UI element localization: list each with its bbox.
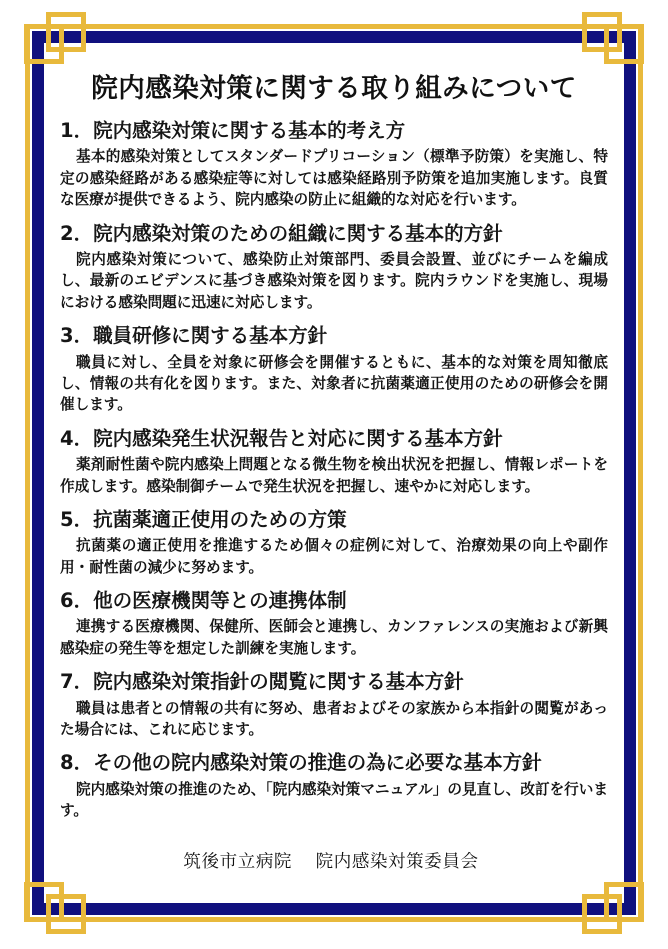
signature-line [60, 848, 608, 873]
section-7-heading [60, 668, 608, 696]
section-7-heading-text: 院内感染対策指針の閲覧に関する基本方針 [93, 670, 464, 694]
section-2-number: 2． [60, 221, 94, 245]
section-8-number: 8． [60, 751, 94, 775]
section-6-heading [60, 587, 608, 615]
section-1-heading [60, 117, 608, 145]
section-3-body: 職員に対し、全員を対象に研修会を開催するともに、基本的な対策を周知徹底し、情報の共有化を図ります。また、対象者に抗菌薬適正使用のための研修会を開催します。 [60, 353, 608, 414]
section-5-number: 5． [60, 508, 94, 531]
section-4 [60, 425, 608, 497]
section-8-body: 院内感染対策の推進のため、「院内感染対策マニュアル」の見直し、改訂を行います。 [60, 780, 608, 820]
section-7 [60, 668, 608, 740]
section-2-heading [60, 220, 608, 248]
section-8 [60, 749, 608, 821]
section-5-body: 抗菌薬の適正使用を推進するため個々の症例に対して、治療効果の向上や副作用・耐性菌の減少に努めます。 [60, 537, 608, 576]
section-4-heading [60, 425, 608, 453]
section-4-heading-text: 院内感染発生状況報告と対応に関する基本方針 [93, 426, 503, 450]
section-1-heading-text: 院内感染対策に関する基本的考え方 [93, 119, 406, 143]
section-8-heading [60, 749, 608, 777]
signature-committee: 院内感染対策委員会 [315, 851, 479, 872]
document-body [46, 44, 622, 902]
section-6 [60, 587, 608, 659]
section-1 [60, 117, 608, 211]
section-4-number: 4． [60, 426, 94, 450]
section-2 [60, 220, 608, 314]
section-1-number: 1． [60, 119, 94, 143]
section-3-number: 3． [60, 324, 94, 348]
section-5-heading [60, 506, 608, 534]
section-3-heading-text: 職員研修に関する基本方針 [93, 324, 328, 348]
section-7-body: 職員は患者との情報の共有に努め、患者およびその家族から本指針の閲覧があった場合には、これに応じます。 [60, 699, 608, 738]
section-6-body: 連携する医療機関、保健所、医師会と連携し、カンファレンスの実施および新興感染症の発生等を想定した訓練を実施します。 [60, 618, 608, 657]
section-6-heading-text: 他の医療機関等との連携体制 [93, 589, 347, 613]
signature-organization: 筑後市立病院 [183, 851, 293, 872]
section-8-heading-text: その他の院内感染対策の推進の為に必要な基本方針 [93, 751, 542, 775]
section-2-heading-text: 院内感染対策のための組織に関する基本的方針 [93, 221, 503, 245]
page-title: 院内感染対策に関する取り組みについて [91, 73, 577, 104]
section-4-body: 薬剤耐性菌や院内感染上問題となる微生物を検出状況を把握し、情報レポートを作成します。感染制御チームで発生状況を把握し、速やかに対応します。 [60, 456, 608, 495]
section-2-body: 院内感染対策について、感染防止対策部門、委員会設置、並びにチームを編成し、最新のエビデンスに基づき感染対策を図ります。院内ラウンドを実施し、現場における感染問題に迅速に対応します。 [60, 250, 608, 311]
section-3 [60, 322, 608, 416]
section-5-heading-text: 抗菌薬適正使用のための方策 [93, 508, 347, 531]
section-1-body: 基本的感染対策としてスタンダードプリコーション（標準予防策）を実施し、特定の感染経路がある感染症等に対しては感染経路別予防策を追加実施します。良質な医療が提供できるよう、院内感染の防止に組織的な対応を行います。 [60, 148, 608, 209]
section-3-heading [60, 322, 608, 350]
section-5 [60, 506, 608, 578]
section-7-number: 7． [60, 670, 94, 694]
section-6-number: 6． [60, 589, 94, 613]
